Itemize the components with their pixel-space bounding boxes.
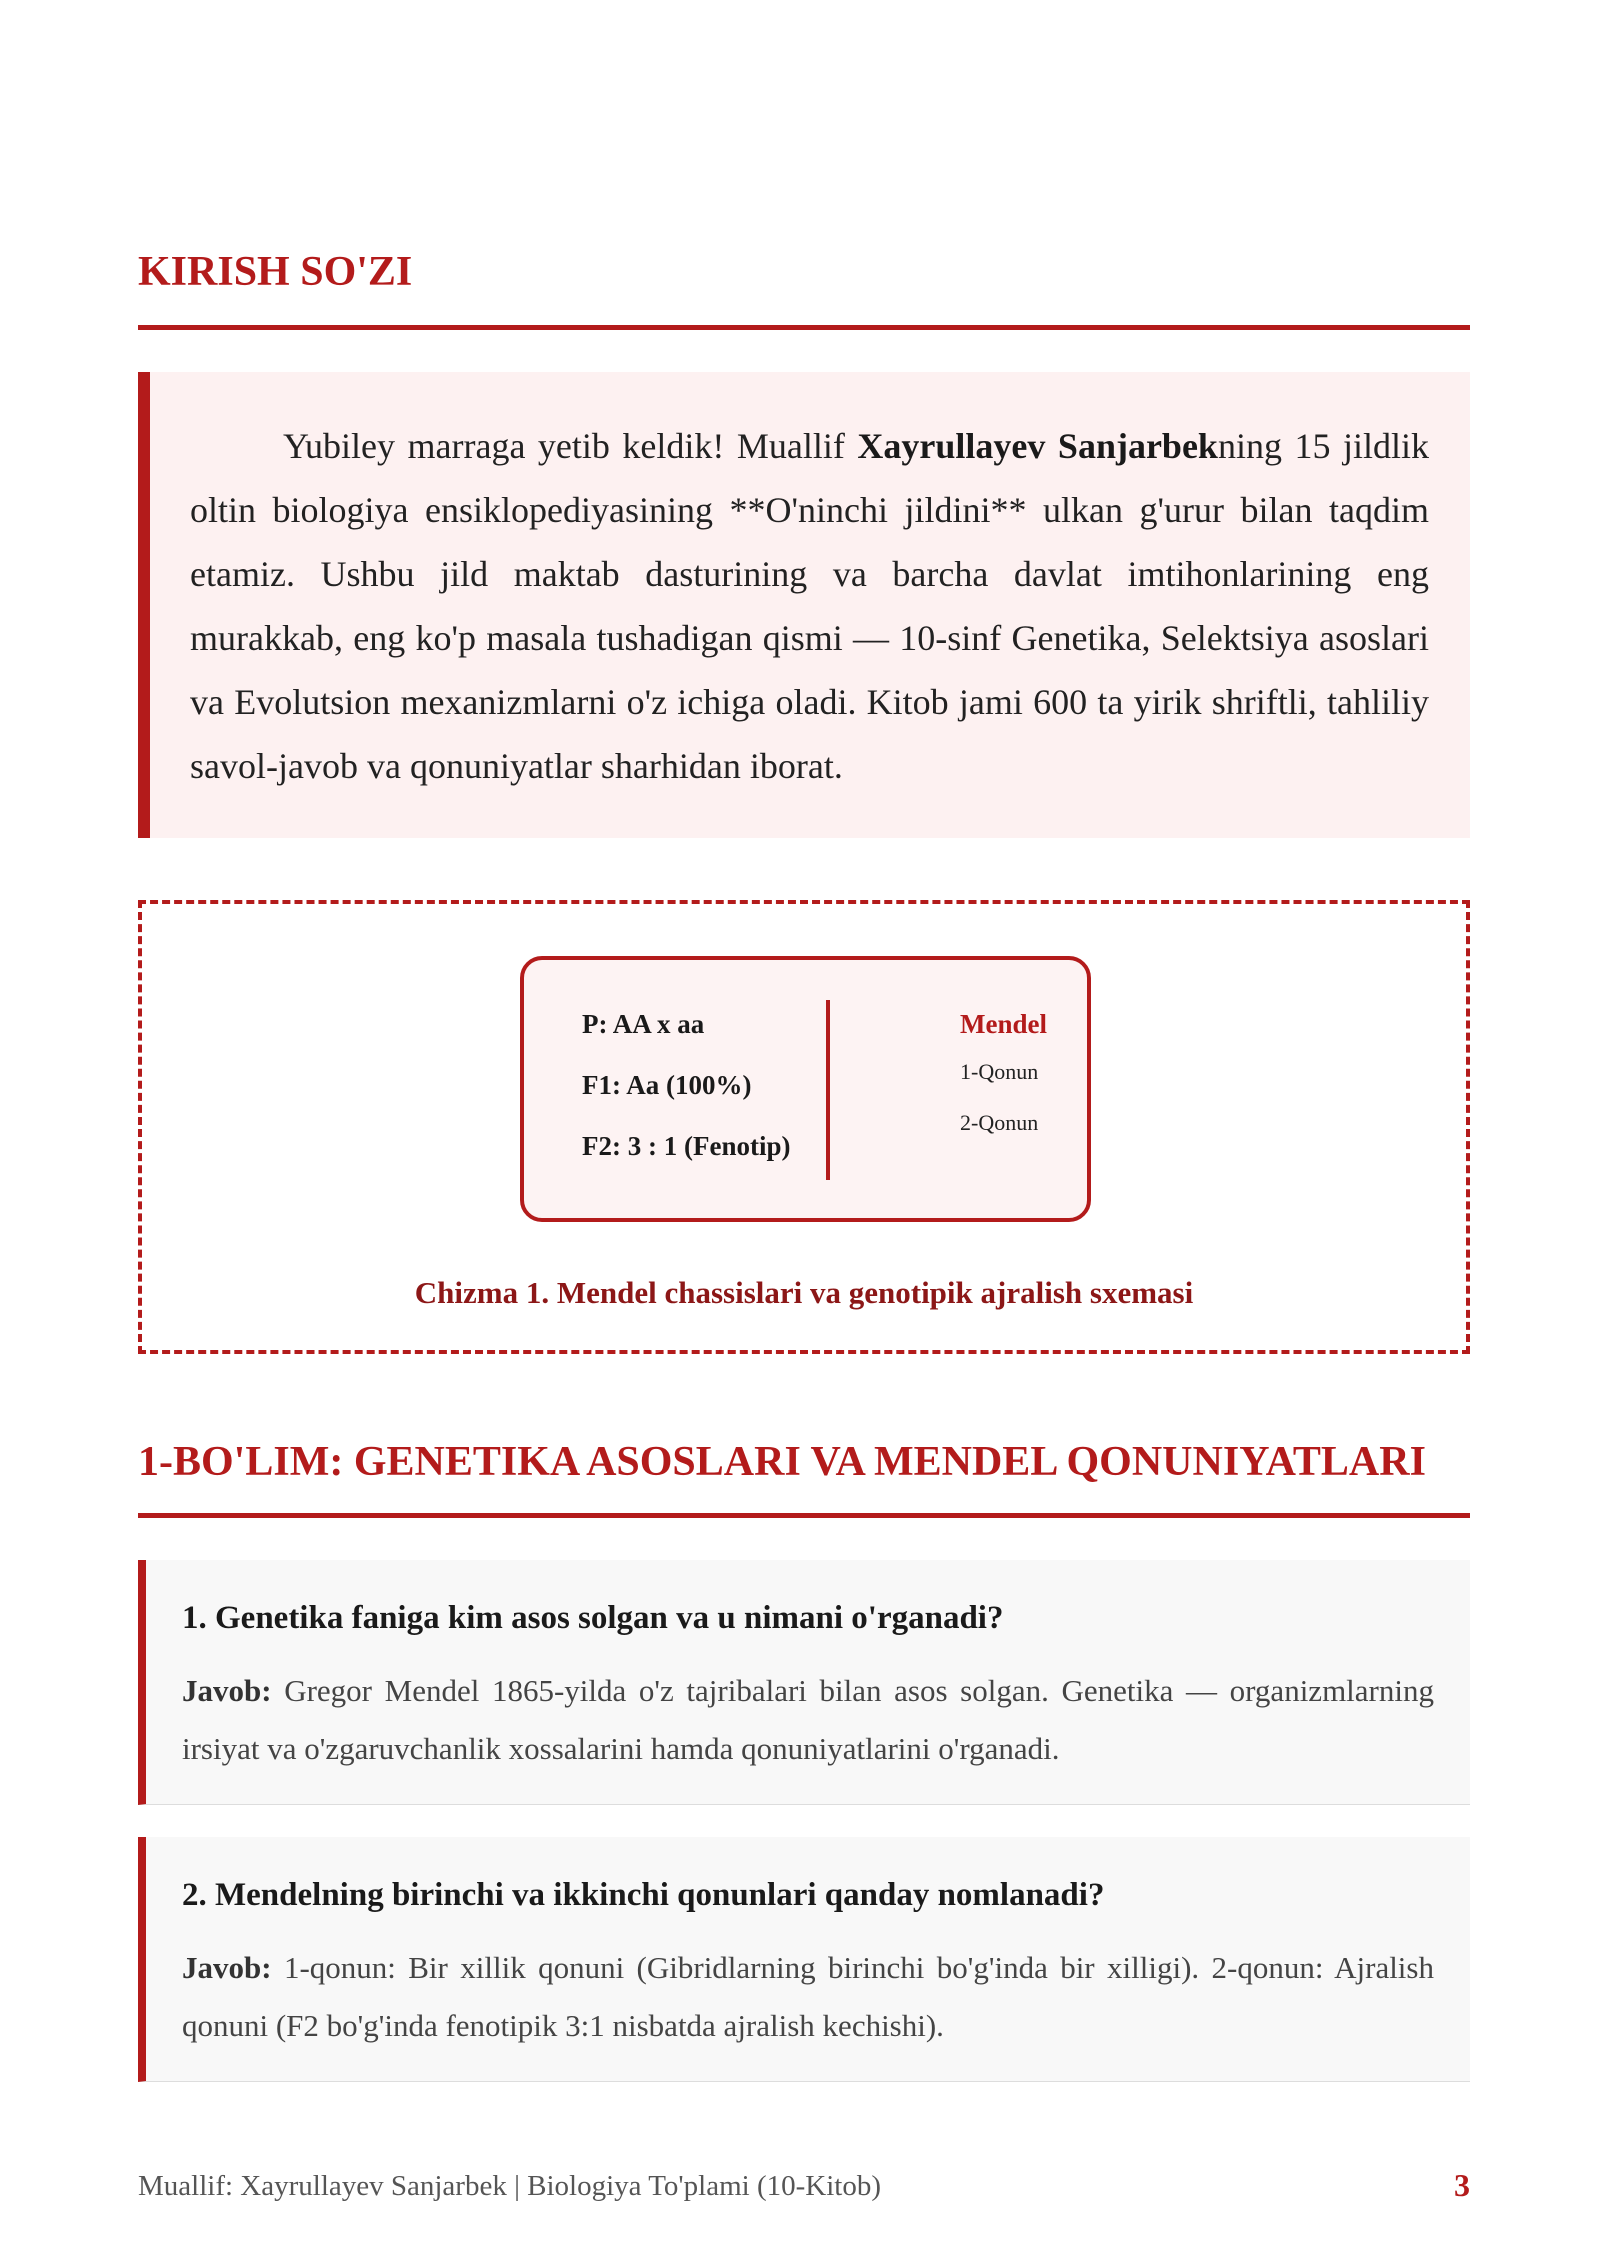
document-page xyxy=(138,0,1470,2261)
qa-answer-1 xyxy=(182,1662,1434,1778)
qa-question-2: 2. Mendelning birinchi va ikkinchi qonunlari qanday nomlanadi? xyxy=(182,1877,1105,1913)
scheme-crosses xyxy=(582,1008,822,1191)
page-number: 3 xyxy=(1454,2167,1470,2203)
footer-author: Muallif: Xayrullayev Sanjarbek | Biologiya To'plami (10-Kitob) xyxy=(138,2170,881,2202)
qa-answer-2 xyxy=(182,1939,1434,2055)
scheme-law-1: 1-Qonun xyxy=(960,1059,1039,1084)
section-heading-rule xyxy=(138,1513,1470,1518)
answer-label-2: Javob: xyxy=(182,1950,272,1985)
intro-text-after: ning 15 jildlik oltin biologiya ensiklopediyasining **O'ninchi jildini** ulkan g'urur bilan taqdim etamiz. Ushbu jild maktab dasturining va barcha davlat imtihonlarining eng murakkab, eng ko'p masala tushadigan qismi — 10-sinf Genetika, Selektsiya asoslari va Evolutsion mexanizmlarni o'z ichiga oladi. Kitob jami 600 ta yirik shriftli, tahliliy savol-javob va qonuniyatlar sharhidan iborat. xyxy=(190,426,1429,786)
intro-text-before: Yubiley marraga yetib keldik! Muallif xyxy=(283,426,858,466)
qa-item-2 xyxy=(138,1837,1470,2082)
scheme-f2-line: F2: 3 : 1 (Fenotip) xyxy=(582,1131,791,1161)
section-heading: 1-BO'LIM: GENETIKA ASOSLARI VA MENDEL QONUNIYATLARI xyxy=(138,1439,1426,1485)
intro-paragraph xyxy=(190,414,1429,798)
intro-heading-rule xyxy=(138,325,1470,330)
answer-text-2: 1-qonun: Bir xillik qonuni (Gibridlarning birinchi bo'g'inda bir xilligi). 2-qonun: Ajralish qonuni (F2 bo'g'inda fenotipik 3:1 nisbatda ajralish kechishi). xyxy=(182,1950,1434,2043)
intro-box xyxy=(138,372,1470,838)
scheme-parent-line: P: AA x aa xyxy=(582,1009,705,1039)
mendel-scheme xyxy=(520,956,1091,1222)
scheme-divider xyxy=(826,1000,830,1180)
qa-item-1 xyxy=(138,1560,1470,1805)
scheme-laws xyxy=(960,1008,1080,1160)
qa-question-1: 1. Genetika faniga kim asos solgan va u nimani o'rganadi? xyxy=(182,1600,1004,1636)
answer-label-1: Javob: xyxy=(182,1673,272,1708)
scheme-f1-line: F1: Aa (100%) xyxy=(582,1070,752,1100)
intro-author: Xayrullayev Sanjarbek xyxy=(857,426,1218,466)
figure-box xyxy=(138,900,1470,1354)
scheme-law-2: 2-Qonun xyxy=(960,1110,1039,1135)
intro-heading: KIRISH SO'ZI xyxy=(138,249,413,295)
scheme-title: Mendel xyxy=(960,1009,1047,1039)
answer-text-1: Gregor Mendel 1865-yilda o'z tajribalari bilan asos solgan. Genetika — organizmlarning irsiyat va o'zgaruvchanlik xossalarini hamda qonuniyatlarini o'rganadi. xyxy=(182,1673,1434,1766)
figure-caption: Chizma 1. Mendel chassislari va genotipik ajralish sxemasi xyxy=(414,1275,1194,1310)
